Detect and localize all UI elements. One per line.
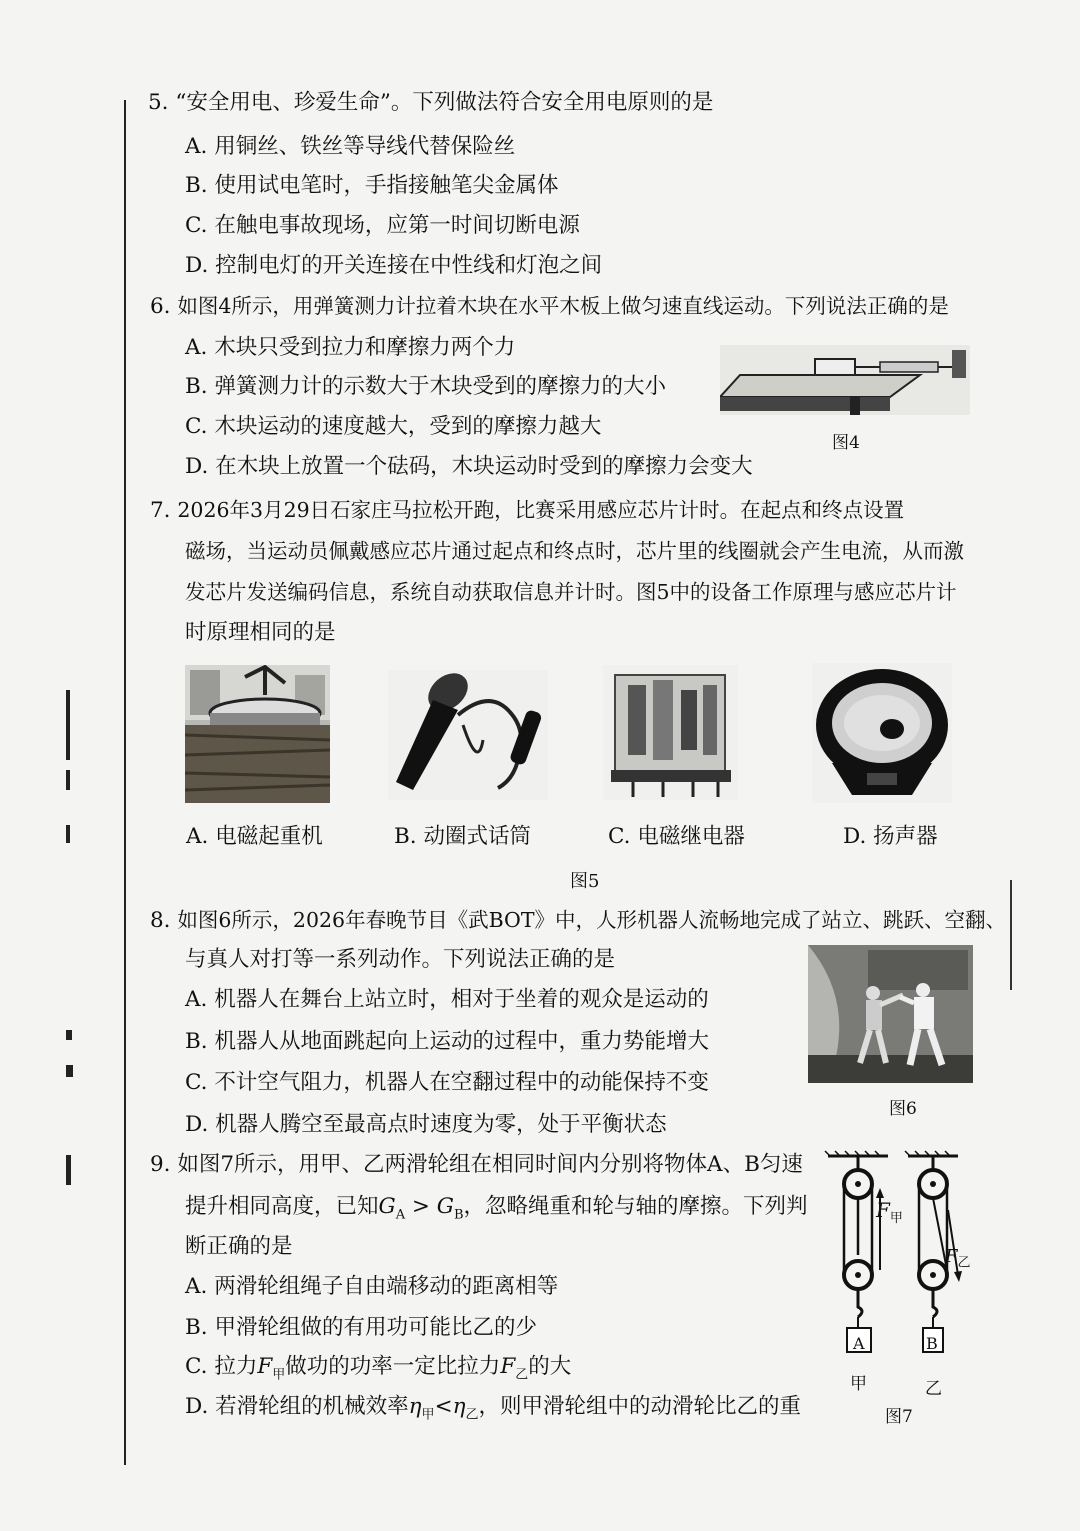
q6-option-c: C. 木块运动的速度越大，受到的摩擦力越大 [185,414,602,439]
q7-line1 [150,495,904,526]
q8-option-b: B. 机器人从地面跳起向上运动的过程中，重力势能增大 [185,1029,709,1054]
relay-image [603,665,738,800]
q7-line3: 发芯片发送编码信息，系统自动获取信息并计时。图5中的设备工作原理与感应芯片计 [185,580,957,604]
question-stem: “安全用电、珍爱生命”。下列做法符合安全用电原则的是 [175,90,714,115]
q6-option-a: A. 木块只受到拉力和摩擦力两个力 [185,335,516,360]
margin-mark [66,1065,73,1077]
option-text: 的大 [528,1354,572,1379]
q8-option-a: A. 机器人在舞台上站立时，相对于坐着的观众是运动的 [185,987,709,1012]
question-number: 5. [148,90,169,115]
force-yi-label [945,1246,971,1271]
q5-option-a: A. 用铜丝、铁丝等导线代替保险丝 [185,134,516,159]
subscript: 乙 [957,1255,971,1271]
question-stem: 如图6所示，2026年春晚节目《武BOT》中，人形机器人流畅地完成了站立、跳跃、空翻、 [177,908,1006,932]
figure4-image [720,345,970,415]
force-jia-label [876,1198,903,1226]
margin-mark [66,825,70,843]
page-edge-line [1010,880,1012,990]
question-number: 8. [150,908,171,933]
subscript: 乙 [515,1367,529,1383]
symbol-F: F [876,1198,890,1222]
symbol-F: F [945,1246,958,1267]
q9-line2-text: 提升相同高度，已知 [185,1194,379,1219]
q5-stem [148,88,713,118]
symbol-F: F [257,1354,273,1379]
crane-magnet-image [185,665,330,803]
figure7-label: 图7 [885,1407,913,1427]
pulley-jia-label: 甲 [850,1374,867,1394]
q8-option-d: D. 机器人腾空至最高点时速度为零，处于平衡状态 [185,1112,667,1137]
margin-mark [66,1155,71,1185]
q8-option-c: C. 不计空气阻力，机器人在空翻过程中的动能保持不变 [185,1070,709,1095]
q9-option-c [185,1352,571,1390]
speaker-image [812,663,952,803]
question-number: 7. [150,498,171,523]
question-number: 9. [150,1152,171,1177]
q7-line4: 时原理相同的是 [185,620,336,645]
q7-option-d: D. 扬声器 [843,824,938,849]
q7-option-b: B. 动圈式话筒 [394,824,531,849]
q9-line3: 断正确的是 [185,1234,293,1259]
q6-option-b: B. 弹簧测力计的示数大于木块受到的摩擦力的大小 [185,374,666,399]
subscript: 甲 [272,1367,286,1383]
q6-stem [150,291,949,322]
figure4-label: 图4 [832,433,860,453]
pulley-yi-label: 乙 [925,1379,942,1399]
q7-line2: 磁场，当运动员佩戴感应芯片通过起点和终点时，芯片里的线圈就会产生电流，从而激 [185,539,964,563]
subscript: 甲 [889,1211,903,1226]
q5-option-b: B. 使用试电笔时，手指接触笔尖金属体 [185,173,559,198]
margin-mark [66,690,70,760]
q9-line2-text: ，忽略绳重和轮与轴的摩擦。下列判 [463,1194,808,1219]
q7-option-c: C. 电磁继电器 [608,824,745,849]
binding-line [124,100,126,1465]
q5-option-c: C. 在触电事故现场，应第一时间切断电源 [185,213,580,238]
symbol-G: G [436,1194,454,1219]
q8-line1 [150,905,1006,936]
microphone-image [388,670,548,800]
block-b-label: B [926,1334,938,1353]
subscript: A [395,1207,406,1223]
question-number: 6. [150,294,171,319]
symbol-G: G [378,1194,396,1219]
q5-option-d: D. 控制电灯的开关连接在中性线和灯泡之间 [185,253,603,278]
option-text: 做功的功率一定比拉力 [285,1354,501,1379]
option-text: ，则甲滑轮组中的动滑轮比乙的重 [478,1394,801,1419]
option-text: D. 若滑轮组的机械效率 [185,1394,409,1419]
q9-option-a: A. 两滑轮组绳子自由端移动的距离相等 [185,1274,559,1299]
subscript: 乙 [465,1407,479,1423]
robot-performance-image [808,945,973,1083]
margin-mark [66,1030,72,1040]
symbol-eta: η [408,1394,422,1419]
figure5-label: 图5 [570,871,600,892]
figure6-label: 图6 [889,1099,917,1119]
q6-option-d: D. 在木块上放置一个砝码，木块运动时受到的摩擦力会变大 [185,454,753,479]
q9-option-d [185,1392,801,1430]
subscript: B [453,1207,464,1223]
subscript: 甲 [421,1407,435,1423]
option-text: C. 拉力 [185,1354,258,1379]
question-stem: 如图4所示，用弹簧测力计拉着木块在水平木板上做匀速直线运动。下列说法正确的是 [177,294,949,318]
q9-option-b: B. 甲滑轮组做的有用功可能比乙的少 [185,1315,537,1340]
q9-line2 [185,1192,808,1230]
operator: > [405,1194,437,1219]
q7-option-a: A. 电磁起重机 [186,824,323,849]
q8-line2: 与真人对打等一系列动作。下列说法正确的是 [185,947,616,972]
question-stem: 如图7所示，用甲、乙两滑轮组在相同时间内分别将物体A、B匀速 [177,1152,803,1177]
symbol-F: F [500,1354,516,1379]
margin-mark [66,770,70,790]
question-stem: 2026年3月29日石家庄马拉松开跑，比赛采用感应芯片计时。在起点和终点设置 [177,498,905,522]
q9-line1 [150,1150,803,1180]
symbol-eta: η [452,1394,466,1419]
operator: < [434,1394,453,1419]
block-a-label: A [853,1334,865,1353]
